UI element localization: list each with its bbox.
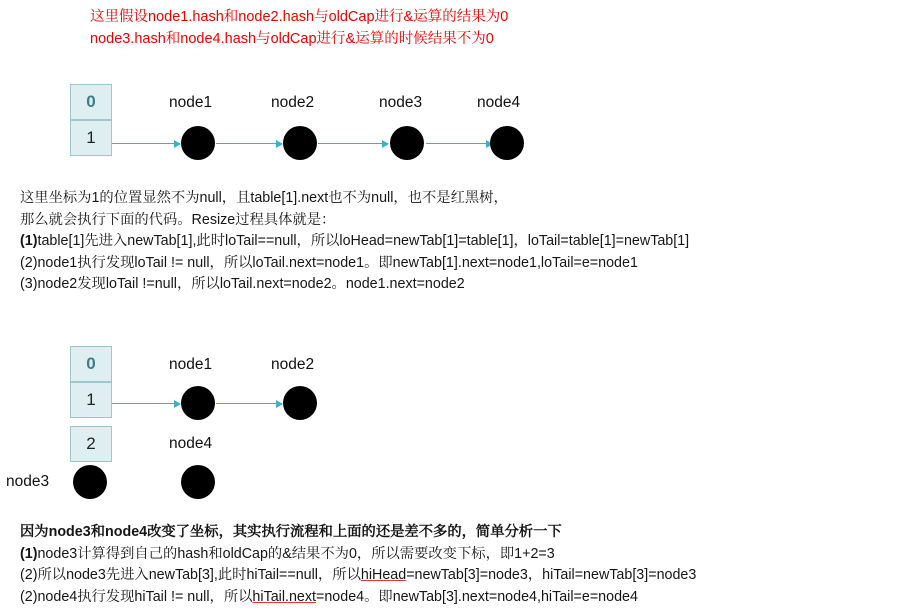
- node-label-node2-after: node2: [271, 356, 315, 373]
- explanation-2-line-4-a: (2)node4执行发现hiTail != null，所以: [20, 588, 253, 605]
- bucket-index-1-after: 1: [70, 382, 112, 418]
- explanation-2-line-1-bold: 因为node3和node4改变了坐标，其实执行流程和上面的还是差不多的，简单分析一下: [20, 524, 562, 540]
- node-label-node2: node2: [271, 94, 315, 111]
- link-bucket-to-node1: [112, 143, 180, 144]
- assumption-note-line-1: 这里假设node1.hash和node2.hash与oldCap进行&运算的结果为0: [90, 9, 509, 25]
- explanation-1-line-4: (2)node1执行发现loTail != null，所以loTail.next=node1。即newTab[1].next=node1,loTail=e=node1: [20, 254, 638, 271]
- node-label-node1-after: node1: [169, 356, 213, 373]
- link-bucket1-to-node1-after: [112, 403, 180, 404]
- diagram-before-resize: [0, 84, 920, 174]
- explanation-block-2: [20, 522, 915, 608]
- node-circle-node4: [490, 126, 524, 160]
- explanation-1-line-3-bold: (1): [20, 233, 38, 249]
- explanation-block-1: [20, 188, 910, 296]
- explanation-1-line-1: 这里坐标为1的位置显然不为null，且table[1].next也不为null，也不是红黑树，: [20, 190, 508, 206]
- explanation-2-line-4-underlined: hiTail.next: [252, 588, 316, 605]
- explanation-2-line-3-underlined: hiHead: [360, 567, 407, 583]
- explanation-2-line-1: [20, 522, 915, 544]
- explanation-2-line-2: [20, 544, 915, 566]
- node-circle-node2-after: [283, 386, 317, 420]
- explanation-1-line-3-text: table[1]先进入newTab[1],此时loTail==null，所以loHead=newTab[1]=table[1]，loTail=table[1]=newTab[1]: [37, 233, 690, 249]
- node-circle-node4-after: [181, 465, 215, 499]
- node-label-node1: node1: [169, 94, 213, 111]
- bucket-index-0: 0: [70, 84, 112, 120]
- assumption-note: [90, 6, 790, 50]
- node-circle-node3-after: [73, 465, 107, 499]
- explanation-1-line-2: 那么就会执行下面的代码。Resize过程具体就是：: [20, 211, 336, 228]
- assumption-note-line-2: node3.hash和node4.hash与oldCap进行&运算的时候结果不为0: [90, 31, 494, 47]
- bucket-index-1: 1: [70, 120, 112, 156]
- node-circle-node2: [283, 126, 317, 160]
- explanation-2-line-3: [20, 565, 915, 587]
- bucket-index-0-after: 0: [70, 346, 112, 382]
- explanation-2-line-2-text: node3计算得到自己的hash和oldCap的&结果不为0，所以需要改变下标，即1+2=3: [37, 545, 555, 562]
- node-label-node3-after: node3: [6, 473, 50, 490]
- explanation-2-line-3-a: (2)所以node3先进入newTab[3],此时hiTail==null，所以: [20, 567, 361, 583]
- explanation-2-line-2-bold: (1): [20, 545, 38, 562]
- link-node3-to-node4: [426, 143, 492, 144]
- node-circle-node1-after: [181, 386, 215, 420]
- explanation-2-line-4-b: =node4。即newTab[3].next=node4,hiTail=e=node4: [316, 588, 638, 605]
- explanation-1-line-3: [20, 231, 910, 253]
- diagram-after-resize: [0, 346, 920, 506]
- bucket-index-2-after: 2: [70, 426, 112, 462]
- node-label-node3: node3: [379, 94, 423, 111]
- explanation-2-line-3-b: =newTab[3]=node3，hiTail=newTab[3]=node3: [406, 567, 697, 583]
- node-label-node4: node4: [477, 94, 521, 111]
- explanation-2-line-4: [20, 587, 915, 609]
- link-node1-to-node2-after: [216, 403, 282, 404]
- node-circle-node1: [181, 126, 215, 160]
- link-node1-to-node2: [216, 143, 282, 144]
- link-node2-to-node3: [318, 143, 388, 144]
- node-circle-node3: [390, 126, 424, 160]
- explanation-1-line-5: (3)node2发现loTail !=null，所以loTail.next=node2。node1.next=node2: [20, 276, 465, 292]
- node-label-node4-after: node4: [169, 435, 213, 452]
